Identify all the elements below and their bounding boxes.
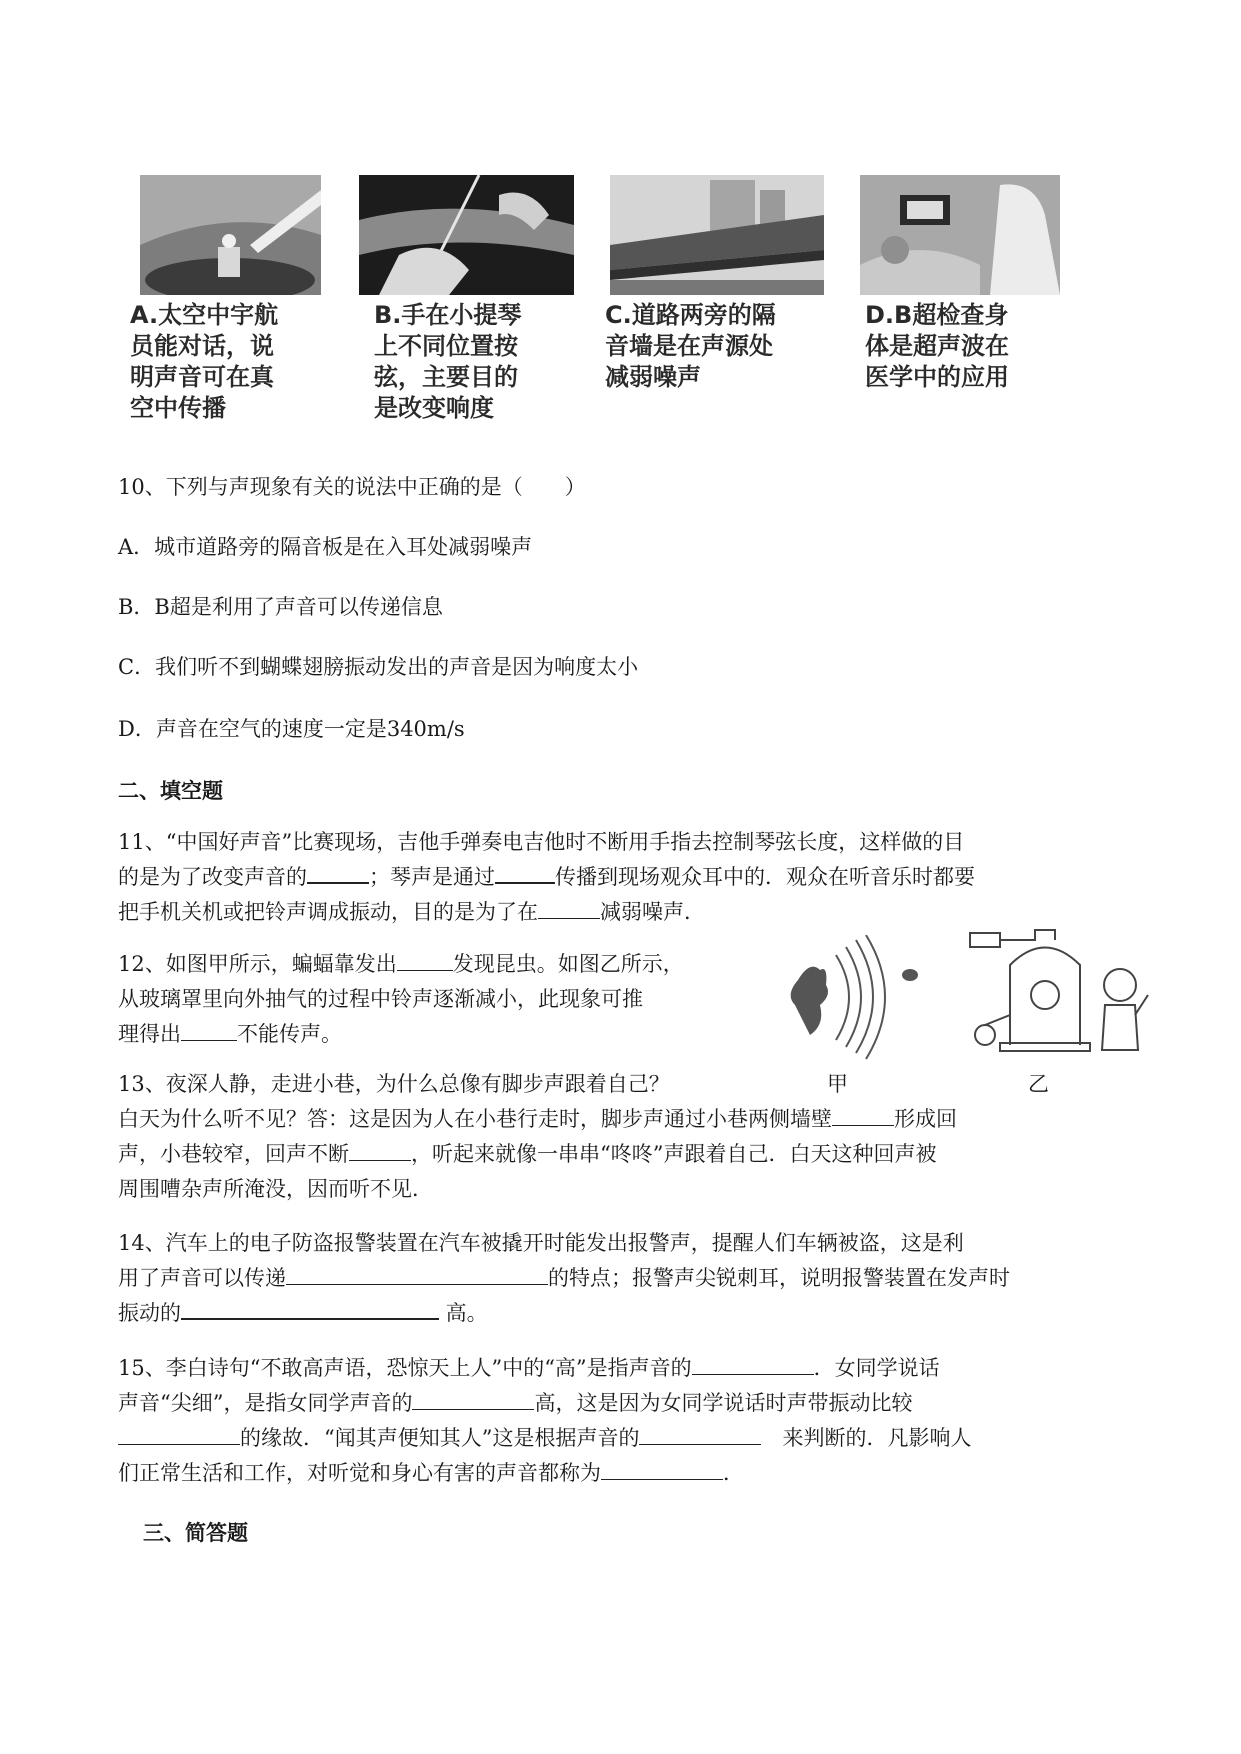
q10-option-a: A．城市道路旁的隔音板是在入耳处减弱噪声	[118, 535, 533, 559]
label-jia: 甲	[827, 1072, 848, 1096]
q13-blank-1[interactable]	[832, 1105, 894, 1126]
caption-d: D.B超检查身 体是超声波在 医学中的应用	[865, 301, 1009, 391]
label-yi: 乙	[1028, 1072, 1049, 1096]
q11-line-3: 把手机关机或把铃声调成振动，目的是为了在 减弱噪声．	[118, 900, 705, 924]
q14-line-3: 振动的 高。	[118, 1296, 488, 1330]
figure-bat-sound-waves	[780, 935, 930, 1060]
section-heading-fill-blank: 二、填空题	[118, 779, 223, 803]
figure-bell-jar-vacuum	[960, 925, 1150, 1060]
q12-line-2: 从玻璃罩里向外抽气的过程中铃声逐渐减小，此现象可推	[118, 987, 643, 1011]
q12-blank-1[interactable]	[397, 950, 453, 971]
q10-option-b: B．B超是利用了声音可以传递信息	[118, 595, 443, 619]
q13-line-2: 白天为什么听不见？答：这是因为人在小巷行走时，脚步声通过小巷两侧墙壁 形成回	[118, 1107, 957, 1131]
q15-blank-2[interactable]	[412, 1389, 534, 1410]
section-heading-short-answer: 三、简答题	[143, 1521, 248, 1545]
q11-line-2: 的是为了改变声音的 ；琴声是通过 传播到现场观众耳中的．观众在听音乐时都要	[118, 860, 975, 894]
q15-blank-4[interactable]	[639, 1424, 761, 1445]
q13-line-4: 周围嘈杂声所淹没，因而听不见．	[118, 1177, 433, 1201]
q10-stem: 10、下列与声现象有关的说法中正确的是（ ）	[118, 475, 586, 499]
q11-blank-3[interactable]	[538, 898, 600, 919]
q12-line-3: 理得出 不能传声。	[118, 1022, 342, 1046]
q15-line-1: 15、李白诗句“不敢高声语，恐惊天上人”中的“高”是指声音的 ．女同学说话	[118, 1356, 940, 1380]
photo-ultrasound	[860, 175, 1060, 295]
q13-line-1: 13、夜深人静，走进小巷，为什么总像有脚步声跟着自己？	[118, 1072, 670, 1096]
caption-b: B.手在小提琴 上不同位置按 弦，主要目的 是改变响度	[374, 301, 522, 422]
q15-line-2: 声音“尖细”，是指女同学声音的 高，这是因为女同学说话时声带振动比较	[118, 1391, 913, 1415]
q12-line-1: 12、如图甲所示，蝙蝠靠发出 发现昆虫。如图乙所示，	[118, 952, 684, 976]
q15-blank-3[interactable]	[118, 1424, 240, 1445]
q14-blank-2[interactable]	[181, 1298, 439, 1320]
q14-line-2: 用了声音可以传递 的特点；报警声尖锐刺耳，说明报警装置在发声时	[118, 1266, 1010, 1290]
q10-option-d: D．声音在空气的速度一定是340m/s	[118, 717, 465, 741]
q11-blank-2[interactable]	[495, 862, 555, 884]
q15-blank-5[interactable]	[601, 1459, 723, 1480]
photo-astronauts	[140, 175, 321, 295]
q14-blank-1[interactable]	[286, 1264, 548, 1285]
q11-blank-1[interactable]	[307, 862, 369, 884]
q10-option-c: C．我们听不到蝴蝶翅膀振动发出的声音是因为响度太小	[118, 655, 639, 679]
caption-a: A.太空中宇航 员能对话，说 明声音可在真 空中传播	[130, 301, 279, 422]
caption-c: C.道路两旁的隔 音墙是在声源处 减弱噪声	[605, 301, 776, 391]
q13-line-3: 声，小巷较窄，回声不断 ，听起来就像一串串“咚咚”声跟着自己．白天这种回声被	[118, 1142, 937, 1166]
q11-line-1: 11、“中国好声音”比赛现场，吉他手弹奏电吉他时不断用手指去控制琴弦长度，这样做的目	[118, 830, 965, 854]
q15-blank-1[interactable]	[692, 1354, 814, 1375]
photo-sound-barrier	[610, 175, 824, 295]
q14-line-1: 14、汽车上的电子防盗报警装置在汽车被撬开时能发出报警声，提醒人们车辆被盗，这是利	[118, 1231, 964, 1255]
q15-line-3: 的缘故．“闻其声便知其人”这是根据声音的 来判断的．凡影响人	[118, 1421, 971, 1455]
q13-blank-2[interactable]	[349, 1140, 411, 1161]
q15-line-4: 们正常生活和工作，对听觉和身心有害的声音都称为 ．	[118, 1461, 744, 1485]
photo-violin	[359, 175, 574, 295]
q12-blank-2[interactable]	[181, 1020, 237, 1041]
